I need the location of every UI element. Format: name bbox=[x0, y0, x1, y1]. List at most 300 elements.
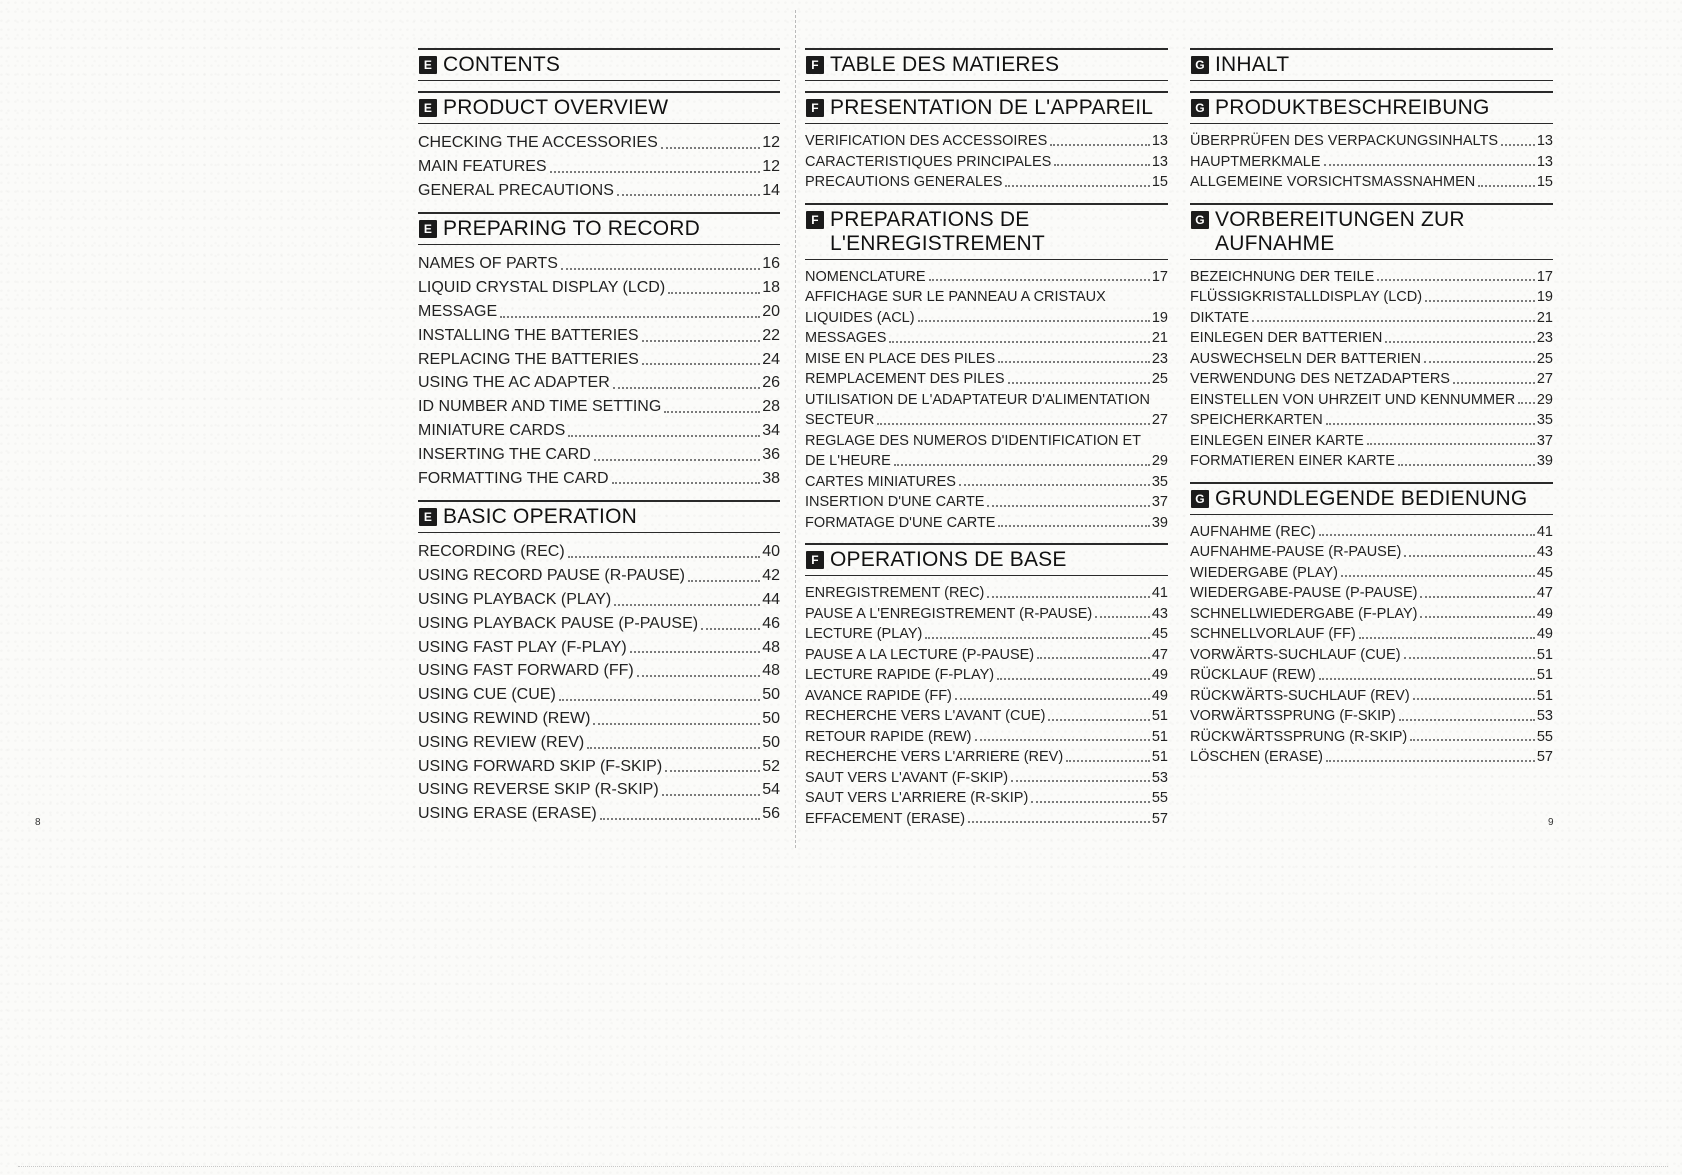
toc-entry-label: MAIN FEATURES bbox=[418, 157, 547, 175]
toc-entry-page: 25 bbox=[1151, 371, 1168, 387]
toc-entry-label: WIEDERGABE-PAUSE (P-PAUSE) bbox=[1190, 585, 1418, 601]
toc-entry[interactable] bbox=[418, 612, 780, 636]
toc-entry-label: CARACTERISTIQUES PRINCIPALES bbox=[805, 153, 1052, 170]
dot-leader bbox=[1252, 320, 1535, 322]
toc-entry-label: USING RECORD PAUSE (R-PAUSE) bbox=[418, 567, 685, 585]
dot-leader bbox=[559, 699, 760, 701]
toc-entry[interactable] bbox=[418, 179, 780, 203]
dot-leader bbox=[1501, 144, 1535, 146]
toc-entry[interactable] bbox=[418, 324, 780, 348]
section-title: PRODUKTBESCHREIBUNG bbox=[1215, 96, 1490, 119]
toc-entry-page: 54 bbox=[762, 781, 780, 799]
dot-leader bbox=[1341, 575, 1535, 577]
dot-leader bbox=[1326, 760, 1535, 762]
toc-entry[interactable] bbox=[805, 328, 1168, 349]
toc-entry-page: 13 bbox=[1536, 153, 1553, 170]
dot-leader bbox=[612, 482, 761, 484]
section-title: VORBEREITUNGEN ZUR AUFNAHME bbox=[1215, 207, 1465, 255]
toc-entry[interactable] bbox=[418, 731, 780, 755]
toc-entry-wrapped-line: UTILISATION DE L'ADAPTATEUR D'ALIMENTATION bbox=[805, 391, 1150, 408]
toc-entry[interactable] bbox=[1190, 563, 1553, 584]
toc-entry-page: 46 bbox=[762, 614, 780, 632]
toc-entry[interactable] bbox=[805, 747, 1168, 768]
toc-entry-label: SAUT VERS L'ARRIERE (R-SKIP) bbox=[805, 790, 1029, 806]
toc-entry-list bbox=[418, 131, 780, 202]
toc-entry-page: 12 bbox=[762, 157, 780, 175]
dot-leader bbox=[1054, 164, 1150, 166]
toc-entry-label: REMPLACEMENT DES PILES bbox=[805, 371, 1005, 387]
toc-entry-page: 50 bbox=[762, 709, 780, 727]
toc-entry-label: USING PLAYBACK (PLAY) bbox=[418, 590, 612, 608]
toc-entry[interactable] bbox=[805, 809, 1168, 830]
toc-entry[interactable] bbox=[418, 371, 780, 395]
toc-entry-page: 49 bbox=[1151, 687, 1168, 704]
toc-entry-page: 13 bbox=[1536, 133, 1553, 149]
toc-entry-label: SECTEUR bbox=[805, 412, 875, 428]
page-gutter bbox=[795, 10, 797, 848]
dot-leader bbox=[1066, 760, 1150, 762]
toc-entry-page: 51 bbox=[1151, 728, 1168, 745]
toc-entry-label: EINLEGEN DER BATTERIEN bbox=[1190, 330, 1383, 346]
dot-leader bbox=[1404, 555, 1535, 557]
toc-entry-label: VORWÄRTS-SUCHLAUF (CUE) bbox=[1190, 646, 1401, 663]
section-heading bbox=[1190, 91, 1553, 124]
toc-entry[interactable] bbox=[1190, 152, 1553, 173]
toc-entry[interactable] bbox=[418, 802, 780, 826]
dot-leader bbox=[877, 423, 1150, 425]
toc-entry-label: RÜCKWÄRTS-SUCHLAUF (REV) bbox=[1190, 687, 1410, 704]
toc-entry-page: 47 bbox=[1536, 585, 1553, 601]
toc-entry-page: 26 bbox=[762, 374, 780, 392]
dot-leader bbox=[1478, 185, 1535, 187]
toc-entry-label: SCHNELLWIEDERGABE (F-PLAY) bbox=[1190, 605, 1418, 622]
toc-entry-page: 20 bbox=[762, 302, 780, 320]
toc-entry-label: FORMATIEREN EINER KARTE bbox=[1190, 453, 1395, 469]
toc-entry-label: USING FAST FORWARD (FF) bbox=[418, 662, 634, 680]
language-badge: G bbox=[1191, 99, 1209, 117]
dot-leader bbox=[987, 505, 1149, 507]
toc-entry[interactable] bbox=[1190, 287, 1553, 308]
dot-leader bbox=[568, 556, 761, 558]
toc-entry-wrapped-line: AFFICHAGE SUR LE PANNEAU A CRISTAUX bbox=[805, 289, 1106, 305]
toc-section bbox=[805, 48, 1168, 81]
toc-entry[interactable] bbox=[1190, 131, 1553, 152]
dot-leader bbox=[600, 818, 761, 820]
toc-section bbox=[418, 91, 780, 202]
toc-entry-label: ID NUMBER AND TIME SETTING bbox=[418, 398, 662, 416]
toc-entry-label: HAUPTMERKMALE bbox=[1190, 153, 1321, 170]
language-badge: E bbox=[419, 56, 437, 74]
toc-entry-page: 45 bbox=[1151, 626, 1168, 642]
toc-entry-label: LIQUID CRYSTAL DISPLAY (LCD) bbox=[418, 279, 666, 297]
toc-entry-label: GENERAL PRECAUTIONS bbox=[418, 181, 614, 199]
toc-entry-label: AUFNAHME-PAUSE (R-PAUSE) bbox=[1190, 544, 1402, 560]
dot-leader bbox=[1410, 739, 1535, 741]
toc-entry[interactable] bbox=[1190, 172, 1553, 193]
toc-entry[interactable] bbox=[1190, 686, 1553, 707]
dot-leader bbox=[1398, 464, 1535, 466]
toc-entry-label: EINLEGEN EINER KARTE bbox=[1190, 432, 1364, 449]
dot-leader bbox=[1377, 279, 1535, 281]
toc-entry[interactable] bbox=[1190, 308, 1553, 329]
toc-entry-label: USING REVIEW (REV) bbox=[418, 733, 585, 751]
section-heading bbox=[418, 212, 780, 245]
dot-leader bbox=[500, 316, 760, 318]
toc-entry[interactable] bbox=[805, 131, 1168, 152]
toc-section bbox=[805, 543, 1168, 829]
toc-entry-label: LECTURE RAPIDE (F-PLAY) bbox=[805, 667, 995, 683]
toc-entry-list bbox=[1190, 131, 1553, 193]
toc-entry-page: 56 bbox=[762, 805, 780, 823]
toc-entry-label: EFFACEMENT (ERASE) bbox=[805, 810, 966, 827]
toc-entry-list bbox=[418, 252, 780, 490]
toc-entry-page: 49 bbox=[1151, 667, 1168, 683]
toc-entry-label: ENREGISTREMENT (REC) bbox=[805, 585, 985, 601]
dot-leader bbox=[561, 268, 760, 270]
dot-leader bbox=[1050, 144, 1150, 146]
toc-section bbox=[418, 48, 780, 81]
toc-entry[interactable] bbox=[805, 768, 1168, 789]
toc-entry-page: 12 bbox=[762, 134, 780, 151]
toc-entry-label: USING FAST PLAY (F-PLAY) bbox=[418, 638, 627, 656]
dot-leader bbox=[550, 171, 761, 173]
section-title: PRESENTATION DE L'APPAREIL bbox=[830, 96, 1154, 119]
toc-entry-label: MESSAGES bbox=[805, 330, 887, 346]
toc-entry-page: 41 bbox=[1151, 585, 1168, 601]
section-title: PREPARATIONS DE L'ENREGISTREMENT bbox=[830, 207, 1045, 255]
toc-entry-label: CARTES MINIATURES bbox=[805, 473, 956, 490]
toc-entry-label: AVANCE RAPIDE (FF) bbox=[805, 687, 952, 704]
dot-leader bbox=[1367, 443, 1535, 445]
toc-entry-label: FORMATAGE D'UNE CARTE bbox=[805, 514, 996, 531]
dot-leader bbox=[1425, 300, 1535, 302]
dot-leader bbox=[889, 341, 1149, 343]
toc-entry[interactable] bbox=[805, 665, 1168, 686]
toc-entry-label: LIQUIDES (ACL) bbox=[805, 309, 915, 326]
toc-entry[interactable] bbox=[418, 419, 780, 443]
toc-entry[interactable] bbox=[805, 624, 1168, 645]
toc-entry-page: 50 bbox=[762, 686, 780, 704]
toc-entry[interactable] bbox=[805, 308, 1168, 329]
page-number-left: 8 bbox=[35, 817, 41, 828]
toc-entry[interactable] bbox=[1190, 542, 1553, 563]
toc-entry-list bbox=[1190, 522, 1553, 768]
toc-entry-label: RECHERCHE VERS L'ARRIERE (REV) bbox=[805, 749, 1064, 765]
toc-entry-page: 39 bbox=[1151, 514, 1168, 531]
toc-entry[interactable] bbox=[1190, 431, 1553, 452]
language-badge: F bbox=[806, 211, 824, 229]
toc-entry-label: USING ERASE (ERASE) bbox=[418, 805, 597, 823]
toc-entry[interactable] bbox=[805, 583, 1168, 604]
dot-leader bbox=[1518, 402, 1535, 404]
toc-entry[interactable] bbox=[1190, 328, 1553, 349]
toc-entry-page: 51 bbox=[1536, 667, 1553, 683]
toc-entry-label: AUSWECHSELN DER BATTERIEN bbox=[1190, 350, 1421, 367]
toc-entry-page: 38 bbox=[762, 469, 780, 487]
section-heading bbox=[418, 48, 780, 81]
toc-entry-label: SCHNELLVORLAUF (FF) bbox=[1190, 626, 1356, 642]
toc-entry[interactable] bbox=[805, 472, 1168, 493]
toc-entry-page: 53 bbox=[1151, 769, 1168, 786]
toc-entry-label: REPLACING THE BATTERIES bbox=[418, 350, 639, 368]
toc-entry-page: 27 bbox=[1151, 412, 1168, 428]
toc-entry-page: 52 bbox=[762, 757, 780, 775]
toc-entry-label: LECTURE (PLAY) bbox=[805, 626, 923, 642]
toc-entry[interactable] bbox=[805, 513, 1168, 534]
toc-entry-page: 55 bbox=[1151, 790, 1168, 806]
dot-leader bbox=[642, 363, 760, 365]
toc-entry-page: 13 bbox=[1151, 133, 1168, 149]
dot-leader bbox=[959, 484, 1150, 486]
toc-entry-label: WIEDERGABE (PLAY) bbox=[1190, 564, 1338, 581]
toc-entry[interactable] bbox=[418, 276, 780, 300]
toc-entry-label: PAUSE A LA LECTURE (P-PAUSE) bbox=[805, 646, 1035, 663]
dot-leader bbox=[668, 292, 760, 294]
section-title: OPERATIONS DE BASE bbox=[830, 548, 1067, 571]
toc-entry-page: 13 bbox=[1151, 153, 1168, 170]
toc-section bbox=[418, 500, 780, 826]
dot-leader bbox=[1037, 657, 1150, 659]
toc-entry[interactable] bbox=[805, 727, 1168, 748]
toc-entry-page: 28 bbox=[762, 398, 780, 416]
dot-leader bbox=[1011, 780, 1150, 782]
toc-entry-label: ÜBERPRÜFEN DES VERPACKUNGSINHALTS bbox=[1190, 133, 1499, 149]
dot-leader bbox=[587, 747, 760, 749]
section-heading bbox=[805, 203, 1168, 260]
toc-entry-page: 47 bbox=[1151, 646, 1168, 663]
dot-leader bbox=[630, 651, 761, 653]
toc-entry-label: SAUT VERS L'AVANT (F-SKIP) bbox=[805, 769, 1009, 786]
toc-entry-label: AUFNAHME (REC) bbox=[1190, 523, 1316, 540]
toc-entry[interactable] bbox=[805, 706, 1168, 727]
toc-entry[interactable] bbox=[1190, 267, 1553, 288]
dot-leader bbox=[1420, 596, 1534, 598]
toc-entry-label: RÜCKWÄRTSSPRUNG (R-SKIP) bbox=[1190, 728, 1408, 745]
dot-leader bbox=[1413, 698, 1535, 700]
dot-leader bbox=[568, 435, 760, 437]
toc-entry[interactable] bbox=[418, 300, 780, 324]
dot-leader bbox=[925, 637, 1149, 639]
section-heading bbox=[805, 91, 1168, 124]
toc-entry-page: 15 bbox=[1536, 174, 1553, 190]
toc-entry-page: 24 bbox=[762, 350, 780, 368]
toc-entry[interactable] bbox=[418, 443, 780, 467]
toc-entry-list bbox=[805, 267, 1168, 534]
toc-entry-page: 41 bbox=[1536, 523, 1553, 540]
section-title: INHALT bbox=[1215, 53, 1290, 76]
dot-leader bbox=[661, 147, 760, 149]
toc-entry-label: USING REWIND (REW) bbox=[418, 709, 591, 727]
toc-entry[interactable] bbox=[418, 659, 780, 683]
toc-entry[interactable] bbox=[1190, 349, 1553, 370]
toc-entry-page: 23 bbox=[1151, 350, 1168, 367]
toc-entry-page: 37 bbox=[1536, 432, 1553, 449]
toc-entry[interactable] bbox=[1190, 727, 1553, 748]
toc-entry-page: 34 bbox=[762, 421, 780, 439]
toc-entry[interactable] bbox=[805, 686, 1168, 707]
toc-entry-label: USING REVERSE SKIP (R-SKIP) bbox=[418, 781, 659, 799]
toc-entry-label: VORWÄRTSSPRUNG (F-SKIP) bbox=[1190, 708, 1396, 724]
toc-entry-label: USING PLAYBACK PAUSE (P-PAUSE) bbox=[418, 614, 699, 632]
toc-entry[interactable] bbox=[805, 349, 1168, 370]
toc-entry-page: 35 bbox=[1151, 473, 1168, 490]
language-badge: G bbox=[1191, 56, 1209, 74]
toc-entry-label: INSTALLING THE BATTERIES bbox=[418, 326, 639, 344]
toc-entry-label: USING THE AC ADAPTER bbox=[418, 374, 610, 392]
toc-entry-label: ALLGEMEINE VORSICHTSMASSNAHMEN bbox=[1190, 174, 1476, 190]
toc-entry-label: SPEICHERKARTEN bbox=[1190, 412, 1323, 428]
toc-entry-page: 37 bbox=[1151, 494, 1168, 510]
toc-entry-label: USING CUE (CUE) bbox=[418, 686, 556, 704]
toc-entry[interactable] bbox=[418, 564, 780, 588]
page-number-right: 9 bbox=[1548, 817, 1554, 828]
toc-entry-page: 25 bbox=[1536, 350, 1553, 367]
toc-entry[interactable] bbox=[418, 252, 780, 276]
dot-leader bbox=[968, 821, 1150, 823]
toc-entry[interactable] bbox=[805, 172, 1168, 193]
toc-entry[interactable] bbox=[418, 755, 780, 779]
toc-section bbox=[1190, 91, 1553, 193]
toc-entry-page: 19 bbox=[1536, 289, 1553, 305]
toc-entry[interactable] bbox=[805, 369, 1168, 390]
toc-entry-page: 35 bbox=[1536, 412, 1553, 428]
toc-entry[interactable] bbox=[418, 467, 780, 491]
toc-entry-page: 19 bbox=[1151, 309, 1168, 326]
toc-entry[interactable] bbox=[805, 788, 1168, 809]
dot-leader bbox=[613, 387, 760, 389]
toc-section bbox=[805, 91, 1168, 193]
toc-entry-label: DE L'HEURE bbox=[805, 453, 891, 469]
toc-entry[interactable] bbox=[805, 604, 1168, 625]
language-badge: E bbox=[419, 99, 437, 117]
toc-entry-label: LÖSCHEN (ERASE) bbox=[1190, 749, 1323, 765]
toc-entry-page: 57 bbox=[1536, 749, 1553, 765]
toc-entry-label: VERIFICATION DES ACCESSOIRES bbox=[805, 133, 1048, 149]
dot-leader bbox=[1031, 801, 1150, 803]
dot-leader bbox=[637, 675, 761, 677]
toc-entry-page: 51 bbox=[1536, 646, 1553, 663]
toc-entry[interactable] bbox=[418, 131, 780, 155]
dot-leader bbox=[664, 411, 760, 413]
toc-entry-page: 49 bbox=[1536, 626, 1553, 642]
toc-entry[interactable] bbox=[805, 451, 1168, 472]
section-heading bbox=[418, 91, 780, 124]
dot-leader bbox=[1008, 382, 1150, 384]
dot-leader bbox=[662, 794, 761, 796]
toc-entry[interactable] bbox=[1190, 706, 1553, 727]
toc-entry[interactable] bbox=[1190, 604, 1553, 625]
toc-section bbox=[805, 203, 1168, 534]
dot-leader bbox=[1319, 534, 1535, 536]
toc-entry-label: CHECKING THE ACCESSORIES bbox=[418, 134, 658, 151]
toc-entry[interactable] bbox=[418, 540, 780, 564]
dot-leader bbox=[617, 194, 760, 196]
toc-entry[interactable] bbox=[418, 636, 780, 660]
toc-entry[interactable] bbox=[805, 410, 1168, 431]
language-badge: G bbox=[1191, 211, 1209, 229]
toc-entry-page: 44 bbox=[762, 590, 780, 608]
toc-entry[interactable] bbox=[418, 683, 780, 707]
toc-entry-label: PRECAUTIONS GENERALES bbox=[805, 174, 1003, 190]
toc-entry-page: 27 bbox=[1536, 371, 1553, 387]
toc-entry[interactable] bbox=[1190, 522, 1553, 543]
section-title: CONTENTS bbox=[443, 53, 561, 76]
toc-column-german bbox=[1190, 48, 1553, 778]
toc-entry-page: 22 bbox=[762, 326, 780, 344]
toc-entry-page: 51 bbox=[1151, 749, 1168, 765]
language-badge: G bbox=[1191, 490, 1209, 508]
toc-entry-page: 48 bbox=[762, 638, 780, 656]
dot-leader bbox=[1319, 678, 1535, 680]
section-heading bbox=[1190, 482, 1553, 515]
toc-section bbox=[1190, 203, 1553, 472]
toc-section bbox=[1190, 482, 1553, 768]
toc-entry[interactable] bbox=[418, 778, 780, 802]
dot-leader bbox=[1005, 185, 1149, 187]
toc-entry[interactable] bbox=[1190, 369, 1553, 390]
toc-entry[interactable] bbox=[805, 267, 1168, 288]
toc-entry-page: 39 bbox=[1536, 453, 1553, 469]
toc-entry-label: FORMATTING THE CARD bbox=[418, 469, 609, 487]
toc-entry-page: 36 bbox=[762, 445, 780, 463]
section-heading bbox=[1190, 203, 1553, 260]
section-title: BASIC OPERATION bbox=[443, 505, 637, 529]
section-heading bbox=[418, 500, 780, 533]
toc-section bbox=[418, 212, 780, 490]
toc-entry-list bbox=[1190, 267, 1553, 472]
dot-leader bbox=[688, 580, 760, 582]
toc-entry[interactable] bbox=[805, 492, 1168, 513]
toc-entry-page: 53 bbox=[1536, 708, 1553, 724]
toc-entry-page: 29 bbox=[1151, 453, 1168, 469]
section-heading bbox=[805, 48, 1168, 81]
toc-entry-page: 45 bbox=[1536, 564, 1553, 581]
toc-entry-page: 51 bbox=[1151, 708, 1168, 724]
toc-entry[interactable] bbox=[418, 707, 780, 731]
toc-section bbox=[1190, 48, 1553, 81]
toc-entry[interactable] bbox=[418, 348, 780, 372]
toc-entry[interactable] bbox=[1190, 747, 1553, 768]
toc-entry-label: BEZEICHNUNG DER TEILE bbox=[1190, 268, 1375, 285]
toc-entry[interactable] bbox=[805, 152, 1168, 173]
toc-entry[interactable] bbox=[1190, 410, 1553, 431]
toc-entry-page: 43 bbox=[1151, 605, 1168, 622]
dot-leader bbox=[1420, 616, 1534, 618]
toc-entry[interactable] bbox=[418, 155, 780, 179]
toc-entry[interactable] bbox=[805, 645, 1168, 666]
toc-entry-page: 17 bbox=[1151, 268, 1168, 285]
dot-leader bbox=[1326, 423, 1535, 425]
toc-entry[interactable] bbox=[1190, 665, 1553, 686]
toc-entry-page: 43 bbox=[1536, 544, 1553, 560]
toc-entry[interactable] bbox=[1190, 583, 1553, 604]
language-badge: F bbox=[806, 99, 824, 117]
toc-entry[interactable] bbox=[1190, 451, 1553, 472]
toc-entry[interactable] bbox=[418, 588, 780, 612]
toc-entry-label: RECORDING (REC) bbox=[418, 543, 565, 561]
toc-column-english bbox=[418, 48, 780, 836]
toc-entry-label: NAMES OF PARTS bbox=[418, 255, 558, 273]
toc-entry-label: USING FORWARD SKIP (F-SKIP) bbox=[418, 757, 663, 775]
toc-entry[interactable] bbox=[1190, 624, 1553, 645]
dot-leader bbox=[1095, 616, 1150, 618]
toc-entry[interactable] bbox=[418, 395, 780, 419]
toc-entry-page: 21 bbox=[1151, 330, 1168, 346]
dot-leader bbox=[918, 320, 1150, 322]
toc-entry[interactable] bbox=[1190, 645, 1553, 666]
toc-entry[interactable] bbox=[1190, 390, 1553, 411]
dot-leader bbox=[997, 678, 1150, 680]
